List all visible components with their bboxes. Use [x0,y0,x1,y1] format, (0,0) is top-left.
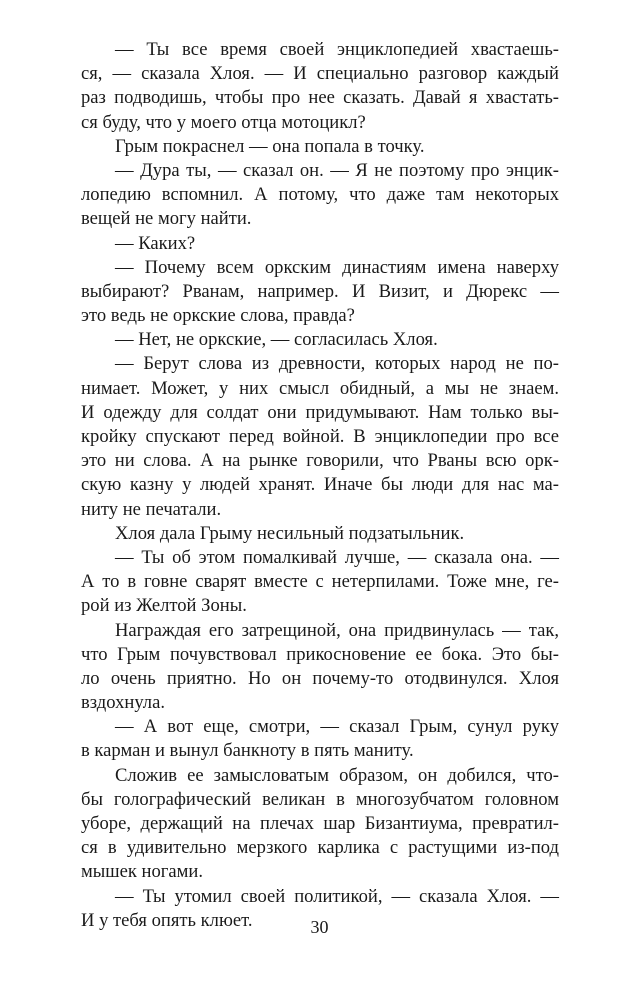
text-line: — Ты об этом помалкивай лучше, — сказала она. — [115,546,559,568]
page-number: 30 [310,917,329,937]
text-line: ло очень приятно. Но он почему-то отодвинулся. Хлоя [81,667,559,689]
text-line: — А вот еще, смотри, — сказал Грым, сунул руку [115,716,559,738]
text-line: мышек ногами. [81,861,204,883]
text-line: — Дура ты, — сказал он. — Я не поэтому про энцик- [115,159,559,181]
text-line: ся, — сказала Хлоя. — И специально разговор каждый [81,63,559,85]
text-line: рой из Желтой Зоны. [81,595,247,617]
text-line: что Грым почувствовал прикосновение ее бока. Это бы- [81,643,559,665]
text-line: Грым покраснел — она попала в точку. [115,135,425,157]
text-line: вздохнула. [81,692,165,714]
text-line: Хлоя дала Грыму несильный подзатыльник. [115,522,465,544]
text-line: — Ты утомил своей политикой, — сказала Хлоя. — [115,885,559,907]
text-line: Награждая его затрещиной, она придвинулась — так, [115,619,559,641]
text-line: уборе, держащий на плечах шар Бизантиума, превратил- [81,813,559,834]
text-line: ся буду, что у моего отца мотоцикл? [81,111,366,133]
text-line: нимает. Может, у них смысл обидный, а мы не знаем. [81,377,559,399]
text-line: — Каких? [115,232,196,254]
body-text [81,38,559,933]
text-line: — Почему всем оркским династиям имена наверху [115,256,559,278]
text-line: И у тебя опять клюет. [81,909,253,931]
text-line: кройку спускают перед войной. В энциклопедии про все [81,426,559,447]
text-line: скую казну у людей хранят. Иначе бы люди для нас ма- [81,474,559,496]
text-line: ся в удивительно мерзкого карлика с растущими из-под [81,837,559,859]
text-line: И одежду для солдат они придумывают. Нам только вы- [81,401,559,423]
text-line: — Нет, не оркские, — согласилась Хлоя. [115,329,438,351]
text-line: лопедию вспомнил. А потому, что даже там некоторых [81,184,559,206]
text-line: ниту не печатали. [81,498,222,520]
text-line: раз подводишь, чтобы про нее сказать. Давай я хвастать- [81,87,559,109]
text-line: А то в говне сварят вместе с нетерпилами. Тоже мне, ге- [81,571,559,593]
text-line: бы голографический великан в многозубчатом головном [81,788,559,810]
text-line: — Ты все время своей энциклопедией хвастаешь- [115,39,559,60]
text-line: вещей не могу найти. [81,208,252,230]
text-line: выбирают? Рванам, например. И Визит, и Дюрекс — [81,280,559,302]
text-line: это ни слова. А на рынке говорили, что Рваны всю орк- [81,450,559,472]
text-line: Сложив ее замысловатым образом, он добился, что- [115,764,559,786]
text-line: в карман и вынул банкноту в пять маниту. [81,740,414,762]
text-line: — Берут слова из древности, которых народ не по- [115,353,559,375]
text-line: это ведь не оркские слова, правда? [81,305,355,327]
